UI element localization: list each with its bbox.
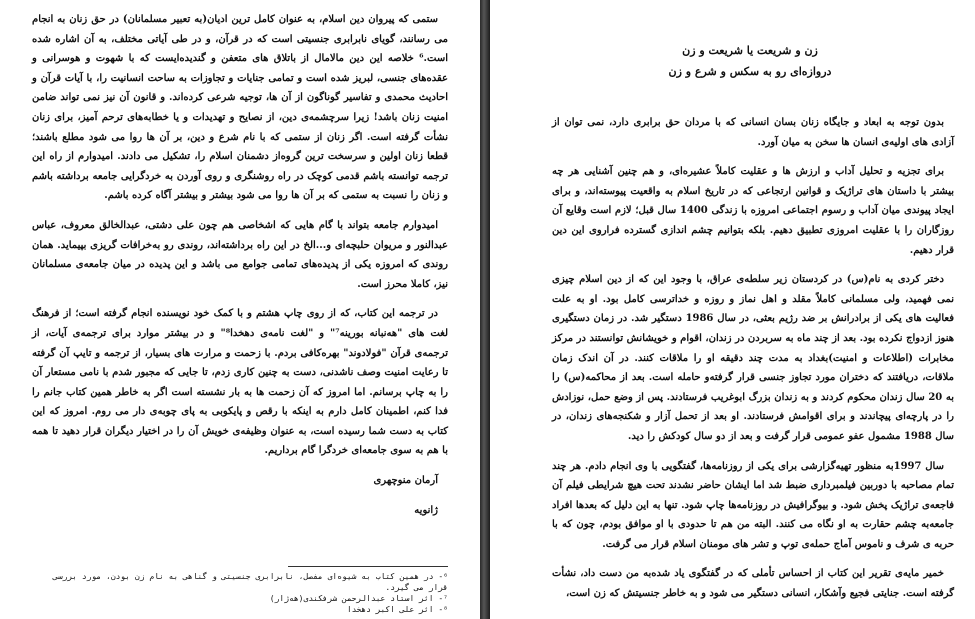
right-page-body [552, 113, 954, 614]
footnote-divider [288, 566, 448, 567]
paragraph: امیدوارم جامعه بتواند با گام هایی که اشخاصی هم چون علی دشتی، عبدالخالق معروف، عباس عبدالنور و مریوان حلبچه‌ای و...الخ در این راه برداشته‌اند، روندی رو به‌خرافات گریزی بپیماید. همان روندی که امروزه یکی از پدیده‌های تمامی جوامع می باشد و این پدیده در میان جامعه‌ی مسلمانان نیز، کاملا محرز است. [32, 219, 448, 290]
book-spine [480, 0, 490, 619]
paragraph: برای تجزیه و تحلیل آداب و ارزش ها و عقلیت کاملاً عشیره‌ای، و هم چنین آشنایی هر چه بیشتر با داستان های تراژیک و قوانین ارتجاعی که در تاریخ اسلام به واقعیت پیوسته‌اند، و برای ایجاد پیوندی میان آداب و رسوم اجتماعی امروزه با زندگی 1400 سال قبل؛ لازم است وقایع آن روزگاران را با عقلیت امروزی تطبیق دهیم. بلکه بتوانیم چشم اندازی گسترده فراروی این دین قرار دهیم. [552, 166, 954, 256]
left-page-body [32, 10, 448, 530]
paragraph: در ترجمه این کتاب، که از روی چاپ هشتم و با کمک خود نویسنده انجام گرفته است؛ از فرهنگ لغت های "هه‌نبانه بورینه⁷" و "لغت نامه‌ی دهخدا⁸" و در بیشتر موارد برای ترجمه‌ی آیات، از ترجمه‌ی قرآن "فولادوند" بهره‌کافی بردم. با زحمت و مرارت های بسیار، از ترجمه و تایپ آن گرفته تا رعایت امنیت وصف ناشدنی، دست به چنین کاری زدم، تا جایی که مجبور شدم با نامی مستعار آن را به چاپ برسانم. اما امروز که آن زحمت ها به بار نشسته است اگر به خاطر همین کتاب جانم را فدا کنم، اطمینان کامل دارم به اینکه با رقص و پایکوبی به پای چوبه‌ی دار می روم. امروز که این کتاب به دست شما رسیده است، به عنوان وظیفه‌ی خویش آن را در اختیار دیگران قرار دهید تا همه با هم به سوی جامعه‌ای خردگرا گام برداریم. [32, 308, 449, 457]
right-page [490, 0, 975, 619]
footnote: ⁶- در همین کتاب به شیوه‌ای مفصل، نابرابری جنسیتی و گناهی به نام زن بودن، مورد بررسی قرار می گیرد. [53, 572, 448, 592]
paragraph: خمیر مایه‌ی تقریر این کتاب از احساس تأملی که در گفتگوی یاد شده‌به من دست داد، نشأت گرفته است. جنایتی فجیع وآشکار، انسانی دستگیر می شود و به خاطر جنسیتش که زن است، [552, 568, 954, 600]
author-signature: آرمان منوچهری [373, 475, 438, 487]
chapter-title [600, 40, 900, 82]
footnote: ⁷- اثر استاد عبدالرحمن شرفکندی(هه‌ژار) [269, 594, 448, 603]
paragraph: سال 1997به منظور تهیه‌گزارشی برای یکی از روزنامه‌ها، گفتگویی با وی انجام دادم. هر چند تمام مصاحبه با دوربین فیلمبرداری ضبط شد اما ایشان حاضر نشدند تحت هیچ شرایطی فیلم آن فاجعه‌ی تراژیک پخش شود. و بیوگرافیش در روزنامه‌ها چاپ شود. تنها به این دلیل که بعدها افراد جامعه‌به چشم حقارت به او نگاه می کنند. البته من هم تا حدودی با او موافق بودم، چون که با حربه ی شرف و ناموس آماج حمله‌ی توپ و تشر های مومنان اسلام قرار می گرفت. [552, 460, 954, 550]
chapter-title-line: زن و شریعت یا شریعت و زن [682, 44, 818, 57]
chapter-subtitle-line: دروازه‌ای رو به سکس و شرع و زن [668, 65, 832, 78]
footnote: ⁸- اثر علی اکبر دهخدا [346, 605, 448, 614]
paragraph: بدون توجه به ابعاد و جایگاه زنان بسان انسانی که با مردان حق برابری دارد، نمی توان از آزادی های اولیه‌ی انسان ها سخن به میان آورد. [552, 117, 954, 148]
footnotes [32, 571, 448, 615]
paragraph: دختر کردی به نام(س) در کردستان زیر سلطه‌ی عراق، با وجود این که از دین اسلام چیزی نمی فهمید، ولی مسلمانی کاملاً مقلد و اهل نماز و روزه و خداترسی کامل بود. او به علت فعالیت های یکی از برادرانش بر ضد رژیم بعثی، در سال 1986 دستگیر شد. در زمان دستگیری هنوز ازدواج نکرده بود. بعد از چند ماه به سربردن در زندان، اقوام و خویشانش توانستند در مرکز مخابرات (اطلاعات و امنیت)بغداد به مدت چند دقیقه او را ملاقات کنند. در آن اندک زمان ملاقات، دریافتند که دختران مورد تجاوز جنسی قرار گرفته‌و حامله است. بعد از محاکمه(س) را به 20 سال زندان محکوم کردند و به زندان بزرگ ابوغریب فرستادند. پس از وضع حمل، نوزادش را در پارچه‌ای پیچاندند و برای اقوامش فرستادند. او بعد از تحمل آزار و شکنجه‌های زندان، در سال 1988 مشمول عفو عمومی قرار گرفت و بعد از دو سال کودکش را دید. [552, 274, 955, 442]
paragraph: ستمی که پیروان دین اسلام، به عنوان کامل ترین ادیان(به تعبیر مسلمانان) در حق زنان به انجام می رسانند، گویای نابرابری جنسیتی است که در قرآن، و در طی آیاتی مختلف، به آن اشاره شده است.⁶ خلاصه این دین مالامال از باتلاق های متعفن و گندیده‌ایست که با شهوت و هوسرانی و عقده‌های جنسی، لبریز شده است و تمامی جنایات و تجاوزات به ساحت انسانیت را، با آیات قرآن و احادیث محمدی و تفاسیر گوناگون از آن ها، توجیه شرعی کرده‌اند. و قانون آن نیز نمی تواند ضامن امنیت زنان باشد! زیرا سرچشمه‌ی دین، از نصایح و تهدیدات و یا خطابه‌های ترحم آمیز، برای زنان نشأت گرفته است. اگر زنان از ستمی که با نام شرع و دین، بر آن ها روا می شود مطلع باشند؛ قطعا زنان اولین و سرسخت ترین گروه‌از دشمنان اسلام را، تشکیل می دادند. امیدوارم از راه این ترجمه توانسته باشم قدمی کوچک در راه روشنگری و روی آوردن به خردگرایی جامعه برداشته باشم و زنان را نسبت به ستمی که بر آن ها روا می شود بیشتر و بیشتر آگاه کرده باشم. [32, 14, 448, 202]
left-page [0, 0, 480, 619]
signature-date: ژانویه [414, 504, 438, 516]
